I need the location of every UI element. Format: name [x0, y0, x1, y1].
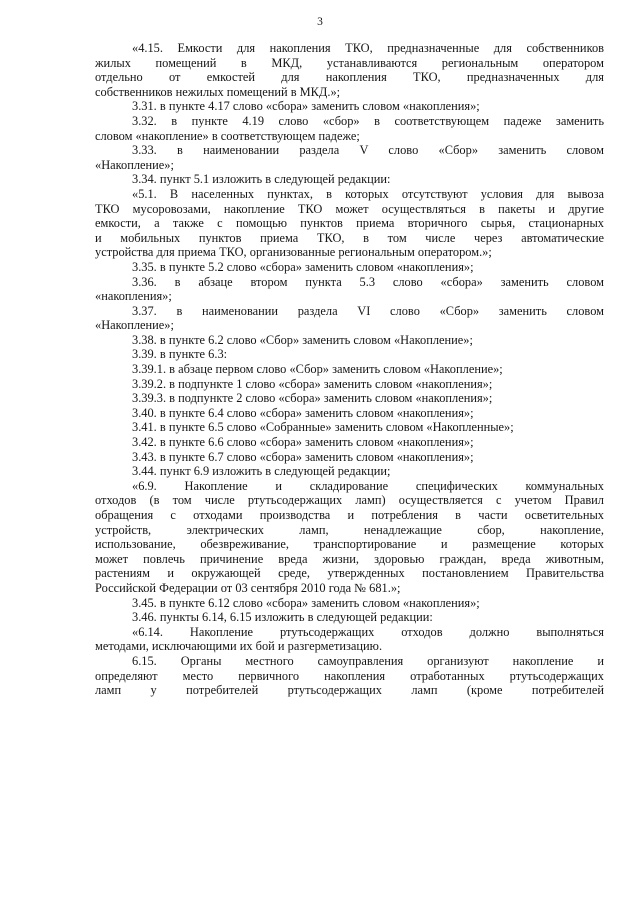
text-line: использование, обезвреживание, транспортирование и размещение которых	[95, 537, 604, 552]
text-line: устройств, электрических ламп, ненадлежащие сбор, накопление,	[95, 522, 604, 537]
text-line: 3.39. в пункте 6.3:	[132, 347, 228, 362]
text-line: Российской Федерации от 03 сентября 2010 года № 681.»;	[95, 580, 401, 595]
text-line: 3.37. в наименовании раздела VI слово «Сбор» заменить словом	[132, 303, 604, 318]
text-line: отходов (в том числе ртутьсодержащих ламп) осуществляется с учетом Правил	[95, 493, 604, 508]
text-line: жилых помещений в МКД, устанавливаются региональным оператором	[95, 55, 604, 70]
text-line: 3.39.3. в подпункте 2 слово «сбора» заменить словом «накопления»;	[132, 391, 493, 406]
text-line: емкости, а также с помощью пунктов приема вторичного сырья, стационарных	[95, 216, 604, 231]
text-line: устройства для приема ТКО, организованные региональным оператором.»;	[95, 245, 492, 260]
text-line: «накопления»;	[95, 289, 172, 304]
document-body	[95, 41, 604, 698]
text-line: методами, исключающими их бой и разгерметизацию.	[95, 639, 383, 654]
text-line: 3.46. пункты 6.14, 6.15 изложить в следующей редакции:	[132, 610, 433, 625]
text-line: словом «накопление» в соответствующем падеже;	[95, 128, 360, 143]
text-line: 3.41. в пункте 6.5 слово «Собранные» заменить словом «Накопленные»;	[132, 420, 514, 435]
text-line: «Накопление»;	[95, 318, 174, 333]
text-line: 3.45. в пункте 6.12 слово «сбора» заменить словом «накопления»;	[132, 595, 480, 610]
text-line: 3.39.2. в подпункте 1 слово «сбора» заменить словом «накопления»;	[132, 376, 493, 391]
text-line: 3.42. в пункте 6.6 слово «сбора» заменить словом «накопления»;	[132, 435, 474, 450]
text-line: 3.33. в наименовании раздела V слово «Сбор» заменить словом	[132, 143, 604, 158]
text-line: «6.9. Накопление и складирование специфических коммунальных	[132, 478, 604, 493]
text-line: 3.40. в пункте 6.4 слово «сбора» заменить словом «накопления»;	[132, 405, 474, 420]
text-line: растениям и окружающей среде, утвержденных постановлением Правительства	[95, 566, 604, 581]
text-line: 3.43. в пункте 6.7 слово «сбора» заменить словом «накопления»;	[132, 449, 474, 464]
text-line: 3.35. в пункте 5.2 слово «сбора» заменить словом «накопления»;	[132, 259, 474, 274]
text-line: может повлечь причинение вреда жизни, здоровью граждан, вреда животным,	[95, 551, 604, 566]
text-line: и мобильных пунктов приема ТКО, в том числе через автоматические	[95, 230, 604, 245]
text-line: 3.32. в пункте 4.19 слово «сбор» в соответствующем падеже заменить	[132, 113, 604, 128]
text-line: 3.34. пункт 5.1 изложить в следующей редакции:	[132, 172, 391, 187]
text-line: «5.1. В населенных пунктах, в которых отсутствуют условия для вывоза	[132, 186, 604, 201]
text-line: «4.15. Емкости для накопления ТКО, предназначенные для собственников	[132, 41, 604, 55]
text-line: собственников нежилых помещений в МКД.»;	[95, 84, 341, 99]
text-line: отдельно от емкостей для накопления ТКО, предназначенных для	[95, 70, 604, 85]
text-line: ТКО мусоровозами, накопление ТКО может осуществляться в пакеты и другие	[95, 201, 604, 216]
text-line: 3.44. пункт 6.9 изложить в следующей редакции;	[132, 464, 391, 479]
text-line: 3.36. в абзаце втором пункта 5.3 слово «сбора» заменить словом	[132, 274, 604, 289]
text-line: 6.15. Органы местного самоуправления организуют накопление и	[132, 653, 604, 668]
text-line: определяют место первичного накопления отработанных ртутьсодержащих	[95, 668, 604, 683]
text-line: «6.14. Накопление ртутьсодержащих отходов должно выполняться	[132, 624, 604, 639]
page-number: 3	[317, 16, 323, 28]
text-line: 3.39.1. в абзаце первом слово «Сбор» заменить словом «Накопление»;	[132, 362, 503, 377]
text-line: «Накопление»;	[95, 157, 174, 172]
text-line: ламп у потребителей ртутьсодержащих ламп (кроме потребителей	[95, 683, 604, 698]
text-line: 3.38. в пункте 6.2 слово «Сбор» заменить словом «Накопление»;	[132, 332, 473, 347]
text-line: 3.31. в пункте 4.17 слово «сбора» заменить словом «накопления»;	[132, 99, 480, 114]
text-line: обращения с отходами производства и потребления в части осветительных	[95, 508, 604, 522]
